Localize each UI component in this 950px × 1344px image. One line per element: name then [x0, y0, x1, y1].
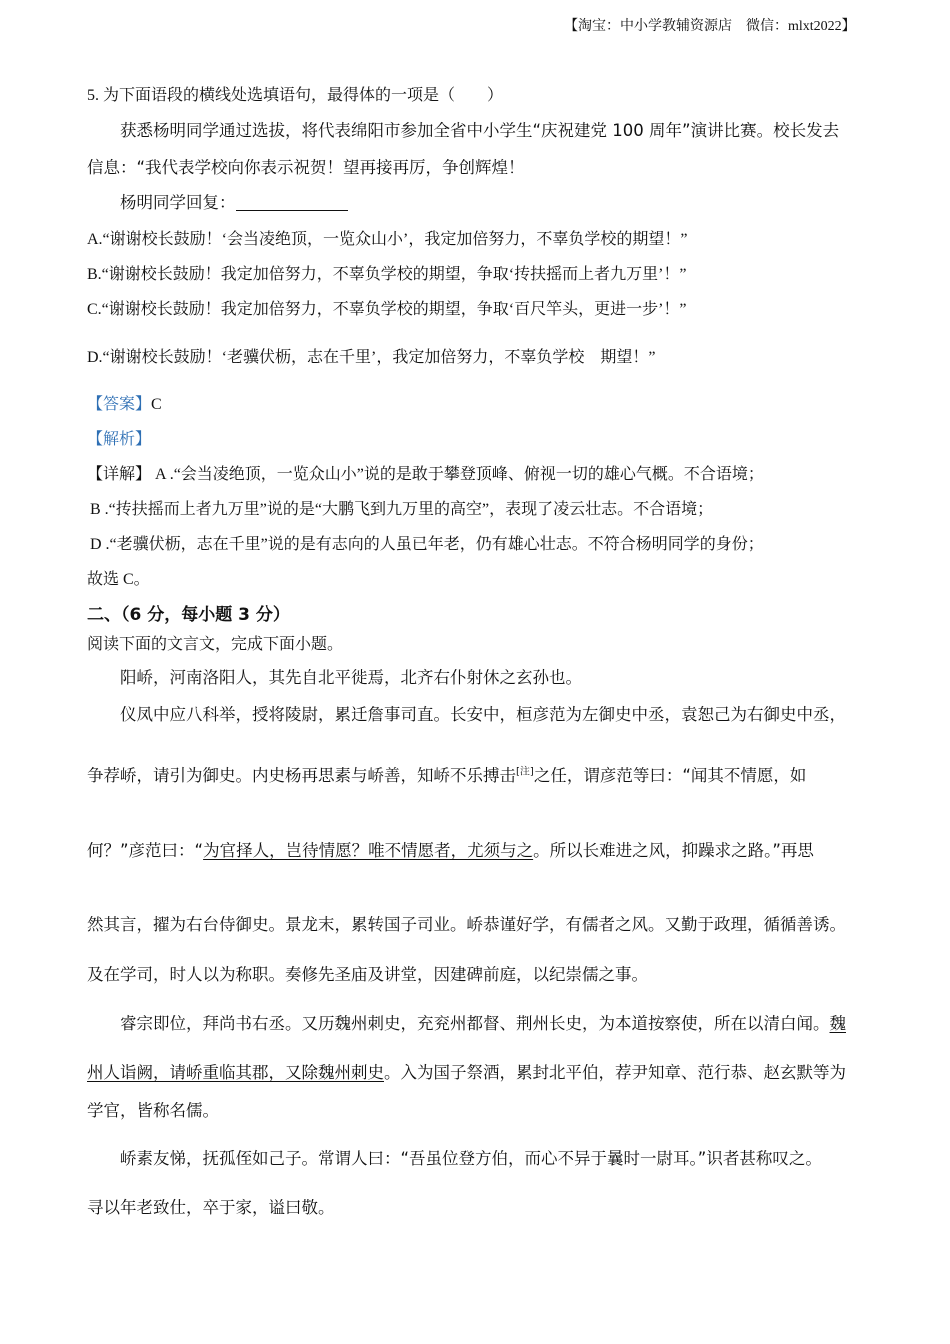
- reading-instruction: 阅读下面的文言文，完成下面小题。: [87, 636, 344, 653]
- detail-a-line: [87, 461, 764, 484]
- detail-a: A .“会当凌绝顶，一览众山小”说的是敢于攀登顶峰、俯视一切的雄心气概。不合语境；: [151, 466, 764, 483]
- analysis-tag: 【解析】: [87, 431, 152, 448]
- conclusion: 故选 C。: [87, 571, 150, 588]
- passage-line-4: [87, 837, 814, 861]
- answer-line: [87, 391, 162, 414]
- answer-tag: 【答案】: [87, 396, 152, 413]
- passage-line-1: 阳峤，河南洛阳人，其先自北平徙焉，北齐右仆射休之玄孙也。: [120, 668, 582, 687]
- detail-d: D .“老骥伏枥，志在千里”说的是有志向的人虽已年老，仍有雄心壮志。不符合杨明同学的身份；: [90, 536, 764, 553]
- passage-line-4-part1: 何？”彦范曰：“: [87, 841, 204, 860]
- underlined-sentence-1: 为官择人，岂待情愿？唯不情愿者，尤须与之: [203, 841, 534, 860]
- passage-line-4-part2: 。所以长难进之风，抑躁求之路。”再思: [533, 841, 814, 860]
- passage-line-8: [87, 1059, 846, 1083]
- option-d: D.“谢谢校长鼓励！‘老骥伏枥，志在千里’，我定加倍努力，不辜负学校 期望！”: [87, 349, 656, 366]
- passage-line-3-part2: 之任，谓彦范等曰：“闻其不情愿，如: [533, 766, 807, 785]
- passage-line-2: 仪凤中应八科举，授将陵尉，累迁詹事司直。长安中，桓彦范为左御史中丞，袁恕己为右御史中丞，: [120, 705, 846, 724]
- question-5-stem: 5. 为下面语段的横线处选填语句，最得体的一项是（ ）: [87, 87, 504, 104]
- answer-value: C: [151, 396, 162, 413]
- passage-line-5: 然其言，擢为右台侍御史。景龙末，累转国子司业。峤恭谨好学，有儒者之风。又勤于政理，循循善诱。: [87, 915, 846, 934]
- passage-line-3-part1: 争荐峤，请引为御史。内史杨再思素与峤善，知峤不乐搏击: [87, 766, 516, 785]
- answer-blank: [236, 194, 348, 211]
- reply-label: 杨明同学回复：: [120, 193, 236, 212]
- footnote-marker: [注]: [516, 766, 534, 778]
- passage-line-8-part2: 。入为国子祭酒，累封北平伯，荐尹知章、范行恭、赵玄默等为: [384, 1063, 846, 1082]
- context-paragraph-line2: 信息：“我代表学校向你表示祝贺！望再接再厉，争创辉煌！: [87, 158, 525, 177]
- underlined-sentence-2-start: 魏: [829, 1014, 846, 1033]
- passage-line-7-part1: 睿宗即位，拜尚书右丞。又历魏州刺史，充兖州都督、荆州长史，为本道按察使，所在以清白闻。: [120, 1014, 830, 1033]
- detail-b: B .“抟扶摇而上者九万里”说的是“大鹏飞到九万里的高空”，表现了凌云壮志。不合语境；: [90, 501, 714, 518]
- passage-line-3: [87, 762, 806, 786]
- passage-line-10: 峤素友悌，抚孤侄如己子。常谓人曰：“吾虽位登方伯，而心不异于曩时一尉耳。”识者甚称叹之。: [120, 1149, 822, 1168]
- passage-line-7: [120, 1010, 846, 1034]
- passage-line-6: 及在学司，时人以为称职。奏修先圣庙及讲堂，因建碑前庭，以纪崇儒之事。: [87, 965, 648, 984]
- reply-line: [120, 189, 348, 213]
- option-b: B.“谢谢校长鼓励！我定加倍努力，不辜负学校的期望，争取‘抟扶摇而上者九万里’！”: [87, 266, 687, 283]
- context-paragraph-line1: 获悉杨明同学通过选拔，将代表绵阳市参加全省中小学生“庆祝建党 100 周年”演讲比赛。校长发去: [120, 121, 840, 140]
- passage-line-11: 寻以年老致仕，卒于家，谥曰敬。: [87, 1198, 335, 1217]
- page-header: 【淘宝：中小学教辅资源店 微信：mlxt2022】: [564, 19, 856, 34]
- option-c: C.“谢谢校长鼓励！我定加倍努力，不辜负学校的期望，争取‘百尺竿头，更进一步’！”: [87, 301, 687, 318]
- passage-line-9: 学官，皆称名儒。: [87, 1101, 219, 1120]
- detail-tag: 【详解】: [87, 466, 152, 483]
- section-2-title: 二、（6 分，每小题 3 分）: [87, 605, 290, 625]
- option-a: A.“谢谢校长鼓励！‘会当凌绝顶，一览众山小’，我定加倍努力，不辜负学校的期望！”: [87, 231, 688, 248]
- underlined-sentence-2: 州人诣阙，请峤重临其郡，又除魏州刺史: [87, 1063, 384, 1082]
